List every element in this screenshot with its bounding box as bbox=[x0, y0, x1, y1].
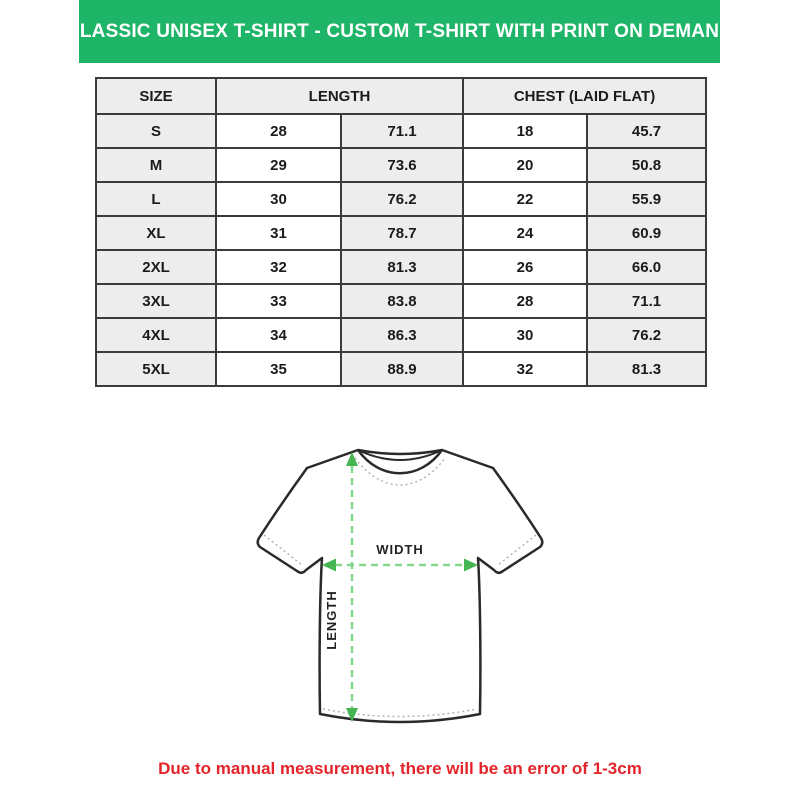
length-cm-cell: 73.6 bbox=[341, 148, 463, 182]
length-cm-cell: 71.1 bbox=[341, 114, 463, 148]
chest-cm-cell: 81.3 bbox=[587, 352, 706, 386]
size-cell: XL bbox=[96, 216, 216, 250]
size-cell: S bbox=[96, 114, 216, 148]
chest-inch-cell: 22 bbox=[463, 182, 587, 216]
size-cell: 4XL bbox=[96, 318, 216, 352]
size-cell: 3XL bbox=[96, 284, 216, 318]
length-label: LENGTH bbox=[324, 590, 339, 650]
size-cell: L bbox=[96, 182, 216, 216]
tshirt-outline bbox=[258, 450, 543, 722]
table-row bbox=[96, 250, 706, 284]
length-inch-cell: 31 bbox=[216, 216, 341, 250]
size-cell: 2XL bbox=[96, 250, 216, 284]
table-row bbox=[96, 182, 706, 216]
chest-inch-cell: 18 bbox=[463, 114, 587, 148]
col-header-chest: CHEST (LAID FLAT) bbox=[463, 78, 706, 114]
size-cell: M bbox=[96, 148, 216, 182]
chest-cm-cell: 71.1 bbox=[587, 284, 706, 318]
chest-cm-cell: 45.7 bbox=[587, 114, 706, 148]
length-cm-cell: 76.2 bbox=[341, 182, 463, 216]
length-cm-cell: 78.7 bbox=[341, 216, 463, 250]
length-inch-cell: 35 bbox=[216, 352, 341, 386]
length-cm-cell: 81.3 bbox=[341, 250, 463, 284]
table-row bbox=[96, 284, 706, 318]
chest-inch-cell: 24 bbox=[463, 216, 587, 250]
length-inch-cell: 30 bbox=[216, 182, 341, 216]
col-header-length: LENGTH bbox=[216, 78, 463, 114]
length-inch-cell: 29 bbox=[216, 148, 341, 182]
length-cm-cell: 83.8 bbox=[341, 284, 463, 318]
tshirt-diagram-svg bbox=[250, 424, 550, 738]
length-cm-cell: 88.9 bbox=[341, 352, 463, 386]
size-cell: 5XL bbox=[96, 352, 216, 386]
page-title: CLASSIC UNISEX T-SHIRT - CUSTOM T-SHIRT WITH PRINT ON DEMAND bbox=[65, 20, 734, 42]
chest-cm-cell: 66.0 bbox=[587, 250, 706, 284]
chest-inch-cell: 32 bbox=[463, 352, 587, 386]
size-chart-table bbox=[95, 77, 707, 387]
chest-cm-cell: 50.8 bbox=[587, 148, 706, 182]
table-row bbox=[96, 318, 706, 352]
length-cm-cell: 86.3 bbox=[341, 318, 463, 352]
length-inch-cell: 28 bbox=[216, 114, 341, 148]
chest-cm-cell: 55.9 bbox=[587, 182, 706, 216]
table-row bbox=[96, 352, 706, 386]
col-header-size: SIZE bbox=[96, 78, 216, 114]
chest-cm-cell: 76.2 bbox=[587, 318, 706, 352]
chest-inch-cell: 30 bbox=[463, 318, 587, 352]
length-inch-cell: 33 bbox=[216, 284, 341, 318]
length-inch-cell: 32 bbox=[216, 250, 341, 284]
table-row bbox=[96, 148, 706, 182]
table-row bbox=[96, 114, 706, 148]
table-row bbox=[96, 216, 706, 250]
title-banner bbox=[65, 0, 734, 63]
chest-inch-cell: 20 bbox=[463, 148, 587, 182]
measurement-error-note: Due to manual measurement, there will be an error of 1-3cm bbox=[158, 759, 642, 778]
chest-inch-cell: 26 bbox=[463, 250, 587, 284]
width-label: WIDTH bbox=[376, 542, 424, 557]
tshirt-measurement-diagram bbox=[250, 424, 550, 738]
chest-inch-cell: 28 bbox=[463, 284, 587, 318]
chest-cm-cell: 60.9 bbox=[587, 216, 706, 250]
table-header-row bbox=[96, 78, 706, 114]
length-inch-cell: 34 bbox=[216, 318, 341, 352]
